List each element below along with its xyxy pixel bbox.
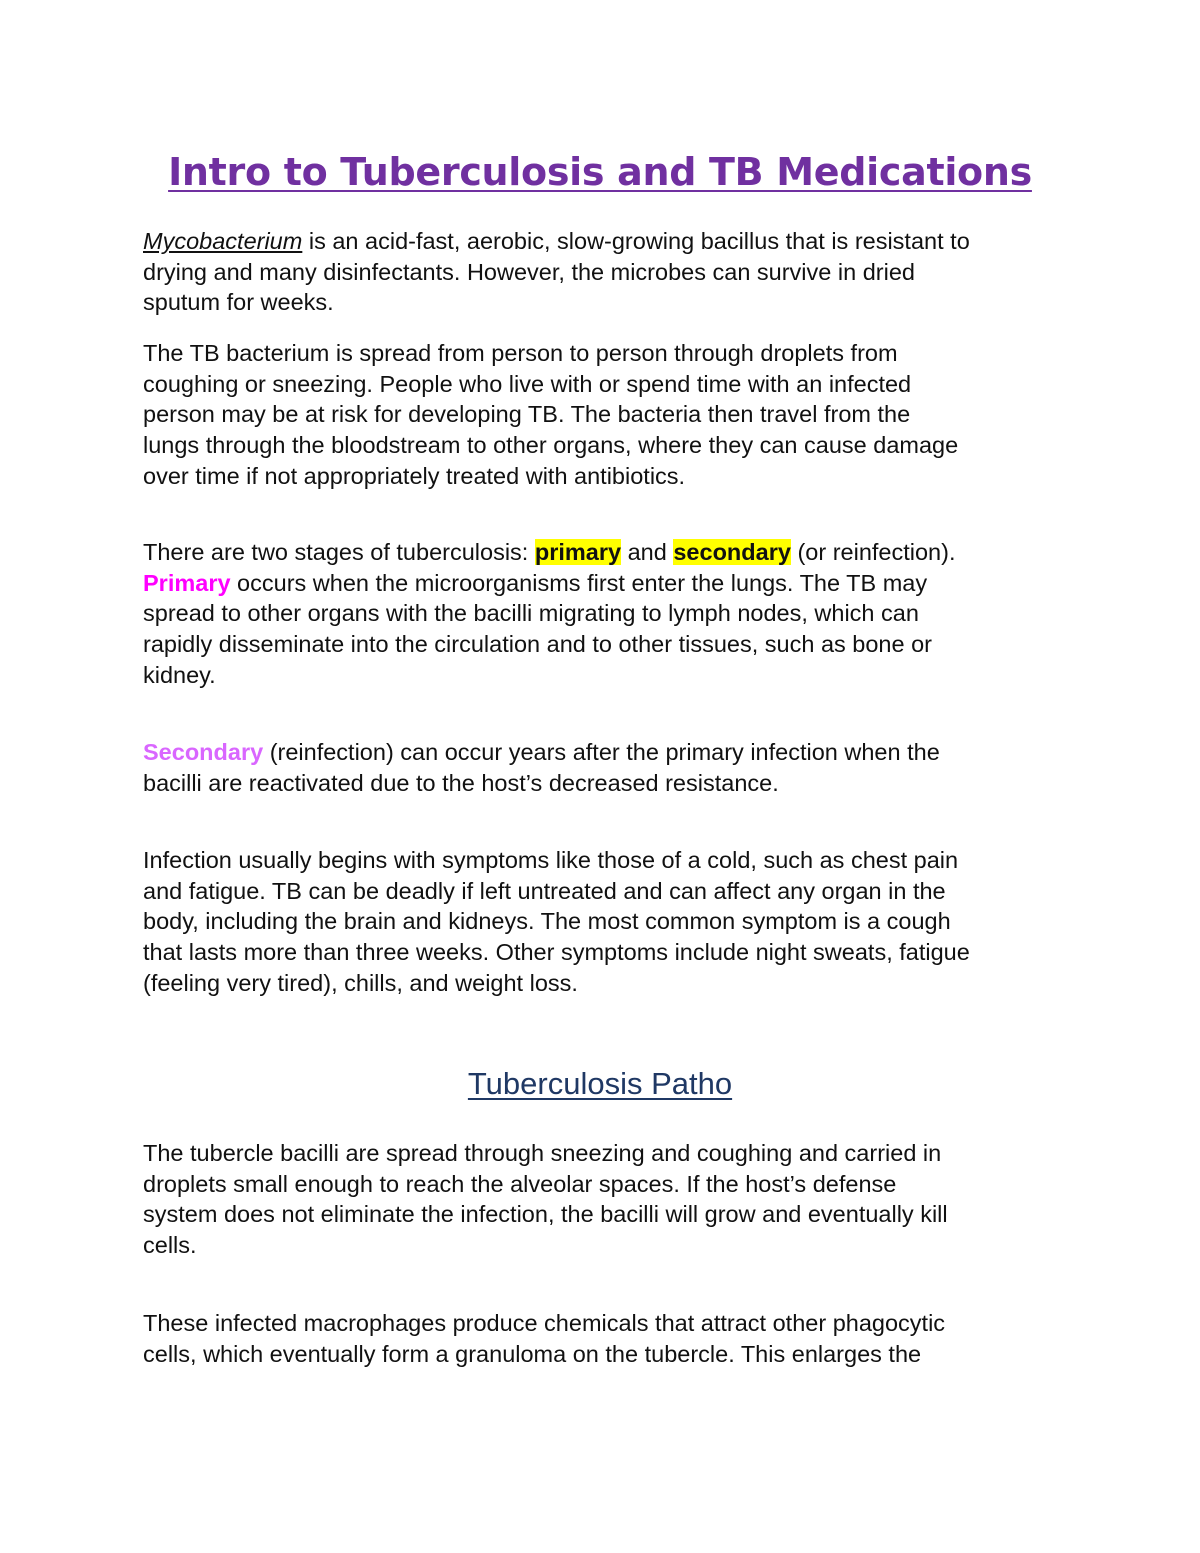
- paragraph-transmission: The TB bacterium is spread from person to person through droplets from coughing or sneezing. People who live with or spend time with an infected person may be at risk for developing TB. The bacteria then travel from the lungs through the bloodstream to other organs, where they can cause damage over time if not appropriately treated with antibiotics.: [143, 340, 959, 489]
- secondary-label: Secondary: [143, 739, 264, 765]
- secondary-highlight: secondary: [673, 539, 791, 565]
- paragraph-macrophages: These infected macrophages produce chemicals that attract other phagocytic cells, which eventually form a granuloma on the tubercle. This enlarges the: [143, 1310, 946, 1367]
- primary-highlight: primary: [534, 539, 622, 565]
- paragraph-mycobacterium: Mycobacterium is an acid-fast, aerobic, slow-growing bacillus that is resistant to drying and many disinfectants. However, the microbes can survive in dried sputum for weeks.: [143, 228, 970, 316]
- paragraph-secondary: Secondary (reinfection) can occur years after the primary infection when the bacilli are reactivated due to the host’s decreased resistance.: [143, 739, 940, 796]
- page-title: Intro to Tuberculosis and TB Medications: [168, 150, 1032, 194]
- section-heading-patho: Tuberculosis Patho: [467, 1066, 733, 1101]
- primary-label: Primary: [143, 569, 231, 596]
- paragraph-stages: There are two stages of tuberculosis: primary and secondary (or reinfection). Primary occurs when the microorganisms first enter the lungs. The TB may spread to other organs with the bacilli migrating to lymph nodes, which can rapidly disseminate into the circulation and to other tissues, such as bone or kidney.: [143, 539, 956, 688]
- paragraph-symptoms: Infection usually begins with symptoms like those of a cold, such as chest pain and fatigue. TB can be deadly if left untreated and can affect any organ in the body, including the brain and kidneys. The most common symptom is a cough that lasts more than three weeks. Other symptoms include night sweats, fatigue (feeling very tired), chills, and weight loss.: [143, 847, 970, 996]
- mycobacterium-term: Mycobacterium: [143, 228, 303, 254]
- paragraph-patho: The tubercle bacilli are spread through sneezing and coughing and carried in droplets small enough to reach the alveolar spaces. If the host’s defense system does not eliminate the infection, the bacilli will grow and eventually kill cells.: [143, 1140, 948, 1259]
